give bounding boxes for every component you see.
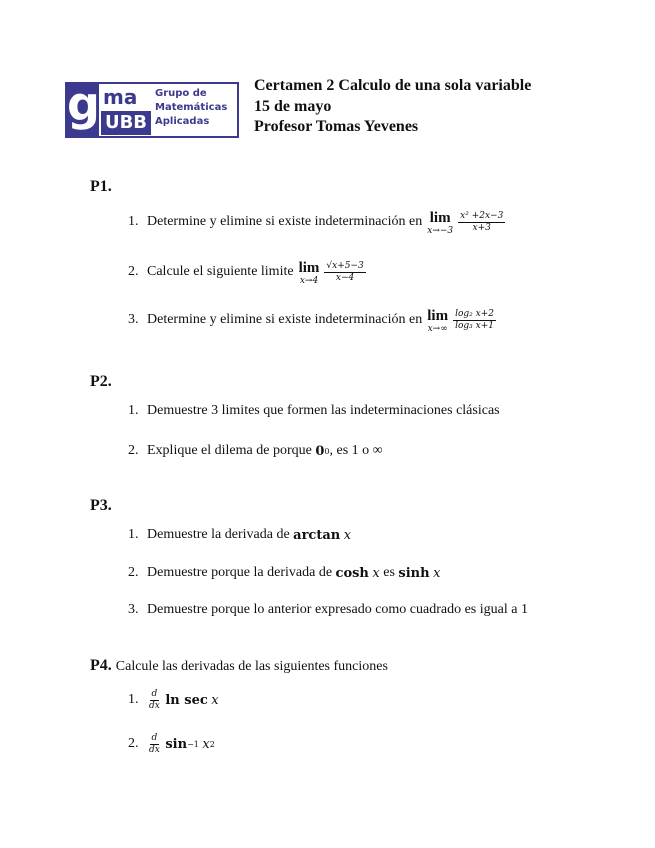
limit-expression — [427, 310, 448, 336]
fraction — [324, 261, 365, 284]
variable: x — [211, 692, 219, 708]
zero-base: 0 — [315, 443, 325, 459]
item-number: 2. — [128, 443, 139, 458]
variable-exponent: 2 — [209, 739, 215, 749]
function-name: ln sec — [165, 692, 208, 708]
derivative-numerator: d — [151, 688, 158, 699]
derivative-denominator: dx — [149, 744, 160, 755]
function-name-2: sinh — [398, 565, 430, 581]
denominator: log₃ x+1 — [455, 320, 494, 331]
limit-word: lim — [429, 210, 451, 226]
item-tail: , es 1 o ∞ — [329, 443, 383, 458]
numerator: x² +2x−3 — [460, 210, 504, 221]
problem-3-label: P3. — [90, 497, 112, 514]
logo-g-block: g — [67, 84, 99, 136]
item-number: 2. — [128, 264, 139, 279]
p1-item-1 — [128, 202, 505, 242]
item-number: 1. — [128, 692, 139, 707]
limit-subscript: x→4 — [299, 276, 319, 286]
logo-text-line3: Aplicadas — [155, 116, 210, 127]
p2-item-1 — [128, 391, 500, 431]
derivative-numerator: d — [151, 732, 158, 743]
item-number: 2. — [128, 736, 139, 751]
item-number: 3. — [128, 312, 139, 327]
p3-item-3 — [128, 590, 528, 630]
logo-ubb: UBB — [101, 111, 151, 135]
numerator: √x+5−3 — [326, 260, 364, 271]
connector-text: es — [383, 565, 395, 580]
p1-item-2 — [128, 252, 366, 292]
p4-item-1 — [128, 680, 219, 720]
function-name: cosh — [335, 565, 369, 581]
item-text: Determine y elimine si existe indeterminación en — [147, 312, 423, 327]
denominator: x+3 — [472, 222, 491, 233]
numerator: log₂ x+2 — [455, 308, 494, 319]
logo-text-line1: Grupo de — [155, 88, 207, 99]
fraction — [453, 309, 496, 332]
item-number: 1. — [128, 527, 139, 542]
derivative-operator — [147, 733, 162, 756]
item-text: Explique el dilema de porque — [147, 443, 312, 458]
problem-4-intro: Calcule las derivadas de las siguientes funciones — [115, 659, 388, 674]
limit-expression — [427, 212, 453, 238]
item-text: Calcule el siguiente limite — [147, 264, 294, 279]
item-number: 1. — [128, 214, 139, 229]
exam-date: 15 de mayo — [254, 97, 332, 115]
variable: x — [372, 565, 380, 581]
logo-ma: ma — [103, 85, 138, 109]
item-text: Demuestre porque la derivada de — [147, 565, 333, 580]
logo-text-line2: Matemáticas — [155, 102, 228, 113]
variable-2: x — [433, 565, 441, 581]
zero-exponent: 0 — [324, 446, 330, 456]
item-text: Demuestre 3 limites que formen las indeterminaciones clásicas — [147, 403, 500, 418]
variable: x — [343, 527, 352, 543]
limit-subscript: x→−3 — [427, 226, 454, 236]
item-text: Demuestre la derivada de — [147, 527, 290, 542]
limit-expression — [299, 262, 320, 288]
function-name: sin — [165, 736, 188, 752]
p3-item-2 — [128, 553, 440, 593]
item-text: Determine y elimine si existe indeterminación en — [147, 214, 423, 229]
p4-item-2 — [128, 724, 215, 764]
problem-1-label: P1. — [90, 178, 112, 195]
item-number: 1. — [128, 403, 139, 418]
exam-title: Certamen 2 Calculo de una sola variable — [254, 77, 532, 94]
fraction — [458, 211, 505, 234]
function-name: arctan — [293, 527, 341, 543]
p1-item-3 — [128, 300, 496, 340]
p3-item-1 — [128, 515, 351, 555]
limit-word: lim — [298, 260, 320, 276]
logo-mid-block — [101, 84, 151, 136]
gma-ubb-logo — [65, 77, 239, 138]
exam-header — [254, 76, 531, 138]
p2-item-2 — [128, 431, 383, 471]
exam-professor: Profesor Tomas Yevenes — [254, 118, 419, 135]
item-text: Demuestre porque lo anterior expresado como cuadrado es igual a 1 — [147, 602, 528, 617]
problem-4-number: P4. — [90, 657, 112, 674]
variable: x — [202, 736, 210, 752]
function-exponent: −1 — [187, 739, 199, 749]
problem-2-label: P2. — [90, 373, 112, 390]
derivative-denominator: dx — [149, 700, 160, 711]
item-number: 3. — [128, 602, 139, 617]
derivative-operator — [147, 689, 162, 712]
logo-text — [155, 87, 237, 129]
limit-subscript: x→∞ — [427, 324, 448, 334]
item-number: 2. — [128, 565, 139, 580]
limit-word: lim — [427, 308, 449, 324]
denominator: x−4 — [335, 272, 355, 283]
problem-4-label — [90, 657, 388, 675]
